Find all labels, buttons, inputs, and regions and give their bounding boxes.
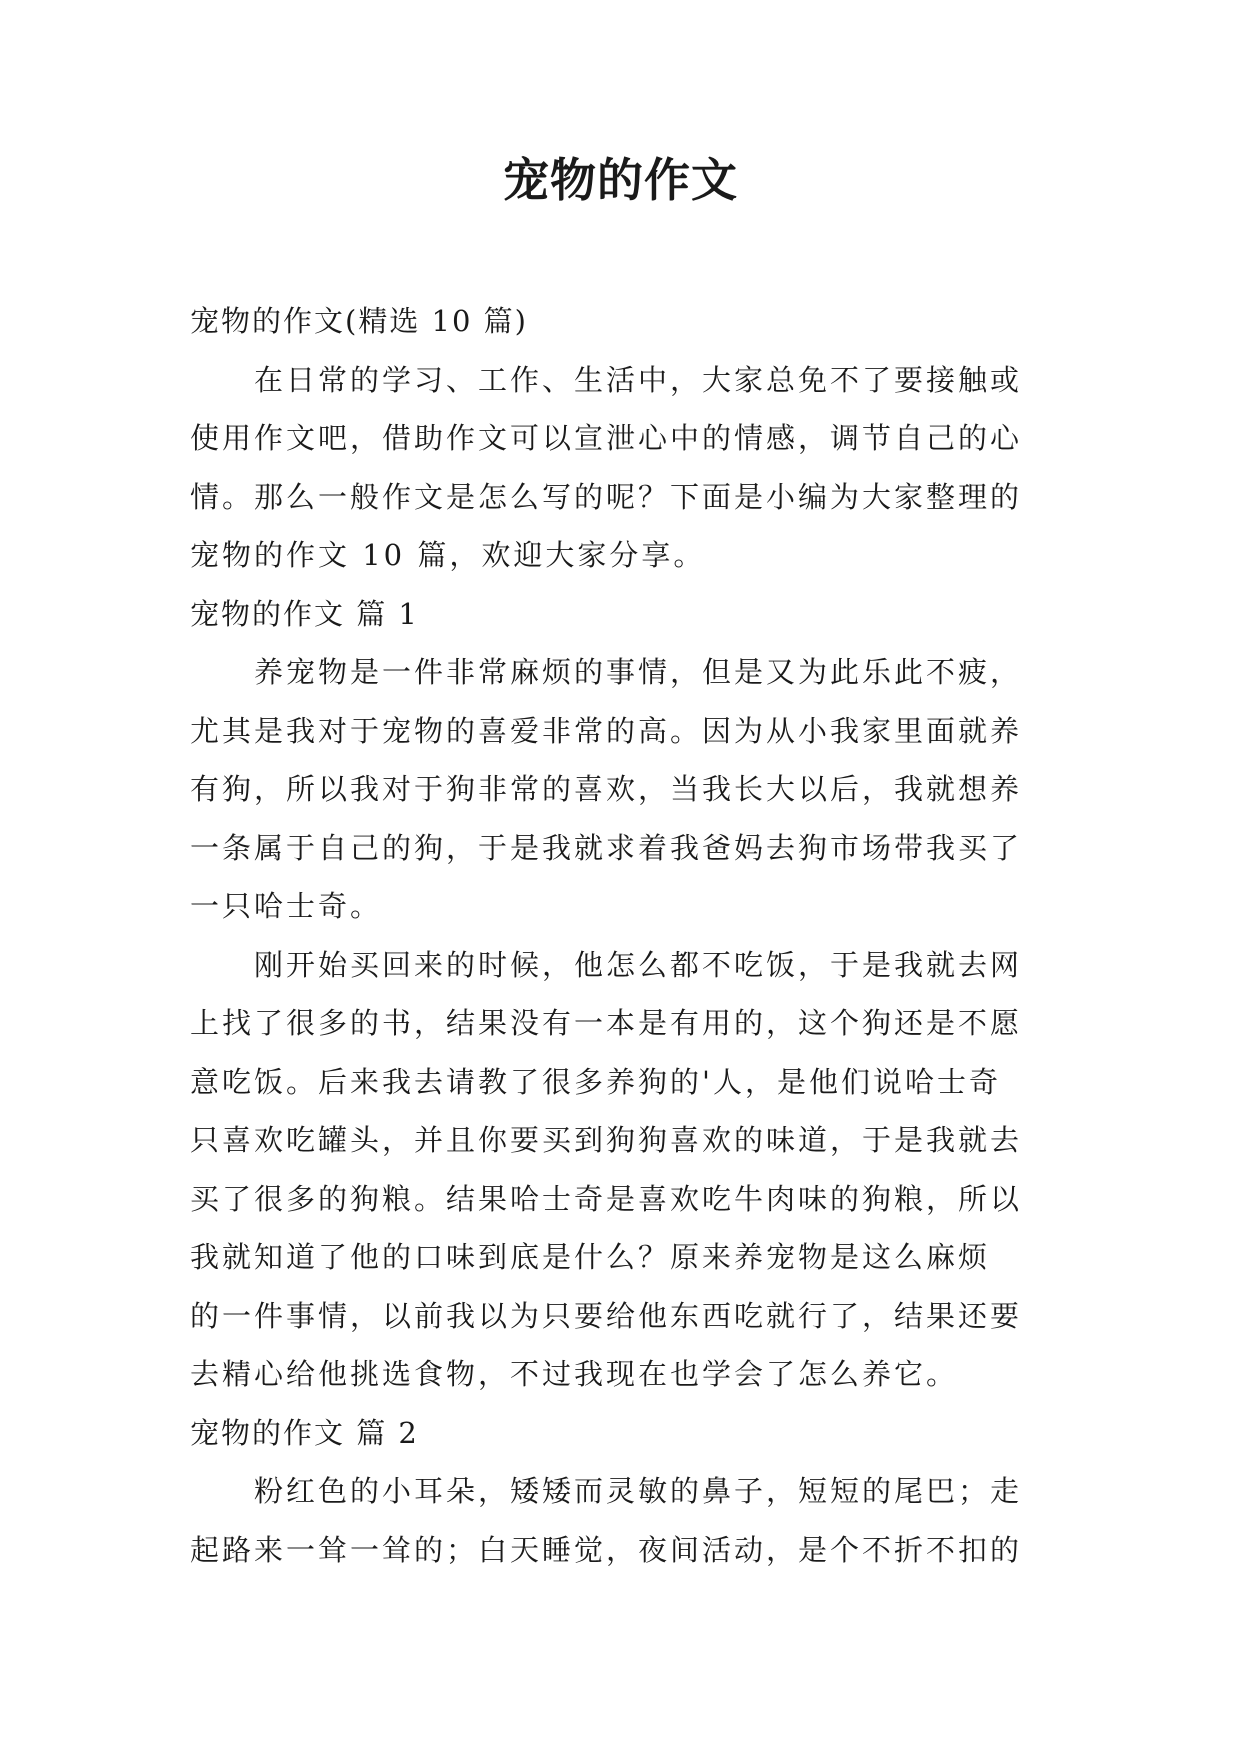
text-line: 起路来一耸一耸的；白天睡觉，夜间活动，是个不折不扣的 bbox=[190, 1532, 1023, 1567]
text-line: 在日常的学习、工作、生活中，大家总免不了要接触或 bbox=[254, 362, 1023, 397]
text-line: 粉红色的小耳朵，矮矮而灵敏的鼻子，短短的尾巴；走 bbox=[254, 1474, 1023, 1508]
document-title: 宠物的作文 bbox=[503, 153, 738, 207]
text-line: 尤其是我对于宠物的喜爱非常的高。因为从小我家里面就养 bbox=[190, 713, 1023, 748]
document-body bbox=[190, 292, 1070, 1579]
text-line: 我就知道了他的口味到底是什么？原来养宠物是这么麻烦 bbox=[190, 1240, 991, 1274]
text-line: 只喜欢吃罐头，并且你要买到狗狗喜欢的味道，于是我就去 bbox=[190, 1123, 1023, 1157]
text-line: 情。那么一般作文是怎么写的呢？下面是小编为大家整理的 bbox=[190, 479, 1023, 514]
text-line: 宠物的作文 10 篇，欢迎大家分享。 bbox=[190, 538, 706, 572]
text-line: 有狗，所以我对于狗非常的喜欢，当我长大以后，我就想养 bbox=[190, 772, 1023, 806]
text-line: 刚开始买回来的时候，他怎么都不吃饭，于是我就去网 bbox=[254, 947, 1023, 982]
text-line: 上找了很多的书，结果没有一本是有用的，这个狗还是不愿 bbox=[190, 1006, 1023, 1040]
text-line: 意吃饭。后来我去请教了很多养狗的'人，是他们说哈士奇 bbox=[190, 1064, 1001, 1099]
text-line: 使用作文吧，借助作文可以宣泄心中的情感，调节自己的心 bbox=[190, 421, 1023, 455]
section-heading: 宠物的作文(精选 10 篇) bbox=[190, 304, 528, 338]
text-line: 一只哈士奇。 bbox=[190, 889, 383, 923]
text-line: 去精心给他挑选食物，不过我现在也学会了怎么养它。 bbox=[190, 1357, 959, 1391]
text-line: 的一件事情，以前我以为只要给他东西吃就行了，结果还要 bbox=[190, 1298, 1023, 1333]
text-line: 买了很多的狗粮。结果哈士奇是喜欢吃牛肉味的狗粮，所以 bbox=[190, 1181, 1023, 1216]
text-line: 养宠物是一件非常麻烦的事情，但是又为此乐此不疲， bbox=[254, 655, 1023, 689]
section-heading: 宠物的作文 篇 2 bbox=[190, 1415, 419, 1450]
text-line: 一条属于自己的狗，于是我就求着我爸妈去狗市场带我买了 bbox=[190, 830, 1023, 865]
section-heading: 宠物的作文 篇 1 bbox=[190, 596, 419, 631]
